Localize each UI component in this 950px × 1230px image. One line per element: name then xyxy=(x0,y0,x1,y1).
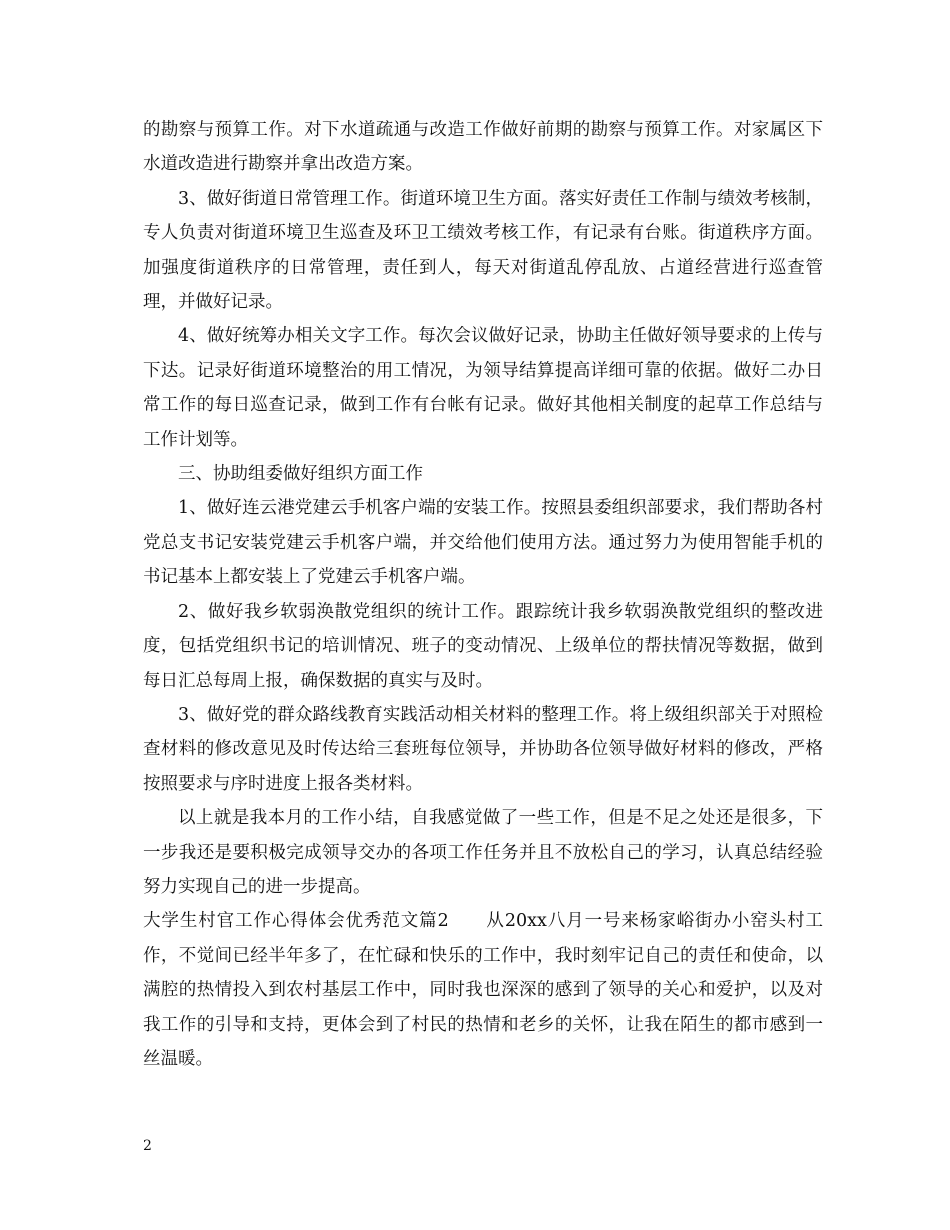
paragraph: 1、做好连云港党建云手机客户端的安装工作。按照县委组织部要求，我们帮助各村党总支书记安装党建云手机客户端，并交给他们使用方法。通过努力为使用智能手机的书记基本上都安装上了党建云手机客户端。 xyxy=(143,498,823,588)
paragraph: 以上就是我本月的工作小结，自我感觉做了一些工作，但是不足之处还是很多，下一步我还是要积极完成领导交办的各项工作任务并且不放松自己的学习，认真总结经验努力实现自己的进一步提高。 xyxy=(143,808,823,897)
paragraph: 4、做好统筹办相关文字工作。每次会议做好记录，协助主任做好领导要求的上传与下达。记录好街道环境整治的用工情况，为领导结算提高详细可靠的依据。做好二办日常工作的每日巡查记录，做到工作有台帐有记录。做好其他相关制度的起草工作总结与工作计划等。 xyxy=(143,326,823,450)
paragraph: 2、做好我乡软弱涣散党组织的统计工作。跟踪统计我乡软弱涣散党组织的整改进度，包括党组织书记的培训情况、班子的变动情况、上级单位的帮扶情况等数据，做到每日汇总每周上报，确保数据的真实与及时。 xyxy=(143,601,823,691)
paragraph: 3、做好党的群众路线教育实践活动相关材料的整理工作。将上级组织部关于对照检查材料的修改意见及时传达给三套班每位领导，并协助各位领导做好材料的修改，严格按照要求与序时进度上报各类材料。 xyxy=(143,704,823,794)
document-body xyxy=(143,113,823,1076)
paragraph: 3、做好街道日常管理工作。街道环境卫生方面。落实好责任工作制与绩效考核制，专人负责对街道环境卫生巡查及环卫工绩效考核工作，有记录有台账。街道秩序方面。加强度街道秩序的日常管理，责任到人，每天对街道乱停乱放、占道经营进行巡查管理，并做好记录。 xyxy=(143,188,823,313)
section-heading: 三、协助组委做好组织方面工作 xyxy=(178,464,423,485)
paragraph: 大学生村官工作心得体会优秀范文篇2 从20xx八月一号来杨家峪街办小窑头村工作，不觉间已经半年多了，在忙碌和快乐的工作中，我时刻牢记自己的责任和使命，以满腔的热情投入到农村基层工作中，同时我也深深的感到了领导的关心和爱护，以及对我工作的引导和支持，更体会到了村民的热情和老乡的关怀，让我在陌生的都市感到一丝温暖。 xyxy=(143,911,823,1069)
paragraph: 的勘察与预算工作。对下水道疏通与改造工作做好前期的勘察与预算工作。对家属区下水道改造进行勘察并拿出改造方案。 xyxy=(143,120,823,175)
page-number: 2 xyxy=(143,1138,152,1154)
